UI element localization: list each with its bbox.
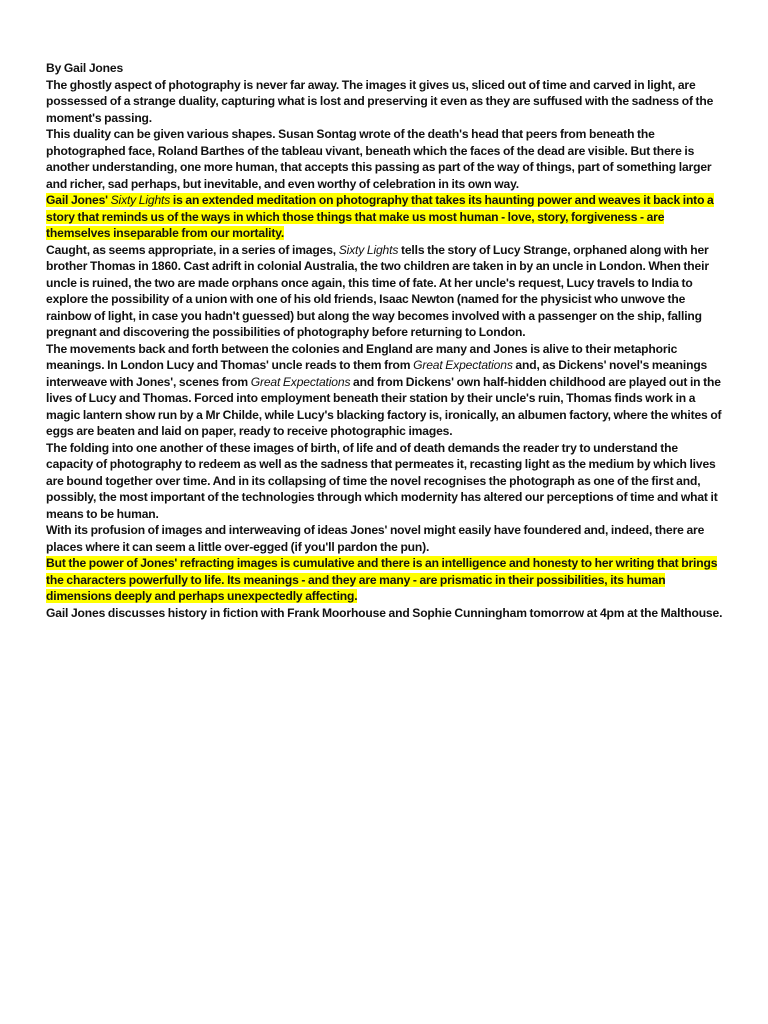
paragraph-plot xyxy=(46,242,726,341)
text-segment: and, as Dickens' novel's meanings interweave with Jones', scenes from xyxy=(46,358,708,389)
book-title: Sixty Lights xyxy=(338,242,399,257)
text-segment: and from Dickens' own half-hidden childhood are played out in the lives of Lucy and Thomas. Forced into employment beneath their station by their uncle's ruin, Thomas finds work in a magic lantern show run by a Mr Childe, while Lucy's blacking factory is, ironically, an albumen factory, where the whites of eggs are beaten and laid on paper, ready to receive photographic images. xyxy=(46,374,722,438)
paragraph-duality: This duality can be given various shapes. Susan Sontag wrote of the death's head that peers from beneath the photographed face, Roland Barthes of the tableau vivant, beneath which the faces of the dead are visible. But there is another understanding, one more human, that accepts this passing as part of the way of things, part of something larger and richer, sad perhaps, but inevitable, and even worthy of celebration in its own way. xyxy=(46,127,712,191)
paragraph-profusion: With its profusion of images and interweaving of ideas Jones' novel might easily have foundered and, indeed, there are places where it can seem a little over-egged (if you'll pardon the pun). xyxy=(46,523,705,554)
document-page xyxy=(46,60,726,621)
book-title: Great Expectations xyxy=(413,358,513,372)
book-title: Great Expectations xyxy=(250,374,351,389)
text-segment: Gail Jones' xyxy=(46,193,111,207)
paragraph-highlighted-power xyxy=(46,555,726,605)
text-segment: tells the story of Lucy Strange, orphaned along with her brother Thomas in 1860. Cast adrift in colonial Australia, the two children are taken in by an uncle in London. When their uncle is ruined, the two are made orphans once again, this time of fate. At her uncle's request, Lucy travels to India to explore the possibility of a union with one of his old friends, Isaac Newton (named for the physicist who unwove the rainbow of light, in case you hadn't guessed) but along the way becomes involved with a passenger on the ship, falling pregnant and discovering the possibilities of photography before returning to London. xyxy=(46,242,709,339)
paragraph-highlighted-meditation xyxy=(46,192,726,242)
paragraph-intro: The ghostly aspect of photography is never far away. The images it gives us, sliced out of time and carved in light, are possessed of a strange duality, capturing what is lost and preserving it even as they are suffused with the sadness of the moment's passing. xyxy=(46,77,714,125)
book-title: Sixty Lights xyxy=(110,193,171,207)
text-segment: is an extended meditation on photography that takes its haunting power and weaves it back into a story that reminds us of the ways in which those things that make us most human - love, story, forgiveness - are themselves inseparable from our mortality. xyxy=(46,193,714,240)
highlight-span xyxy=(46,193,714,240)
paragraph-folding: The folding into one another of these images of birth, of life and of death demands the reader try to understand the capacity of photography to redeem as well as the sadness that permeates it, recasting light as the medium by which lives are bound together over time. And in its collapsing of time the novel recognises the photograph as one of the first and, possibly, the most important of the technologies through which modernity has altered our perceptions of time and what it means to be human. xyxy=(46,440,718,521)
text-segment: Caught, as seems appropriate, in a series of images, xyxy=(46,242,339,257)
paragraph-event-note: Gail Jones discusses history in fiction with Frank Moorhouse and Sophie Cunningham tomorrow at 4pm at the Malthouse. xyxy=(46,605,723,620)
highlight-span: But the power of Jones' refracting images is cumulative and there is an intelligence and honesty to her writing that brings the characters powerfully to life. Its meanings - and they are many - are prismatic in their possibilities, its human dimensions deeply and perhaps unexpectedly affecting. xyxy=(46,556,718,603)
text-segment: The movements back and forth between the colonies and England are many and Jones is alive to their metaphoric meanings. In London Lucy and Thomas' uncle reads to them from xyxy=(46,341,678,372)
byline: By Gail Jones xyxy=(46,61,124,75)
paragraph-movements xyxy=(46,341,726,440)
